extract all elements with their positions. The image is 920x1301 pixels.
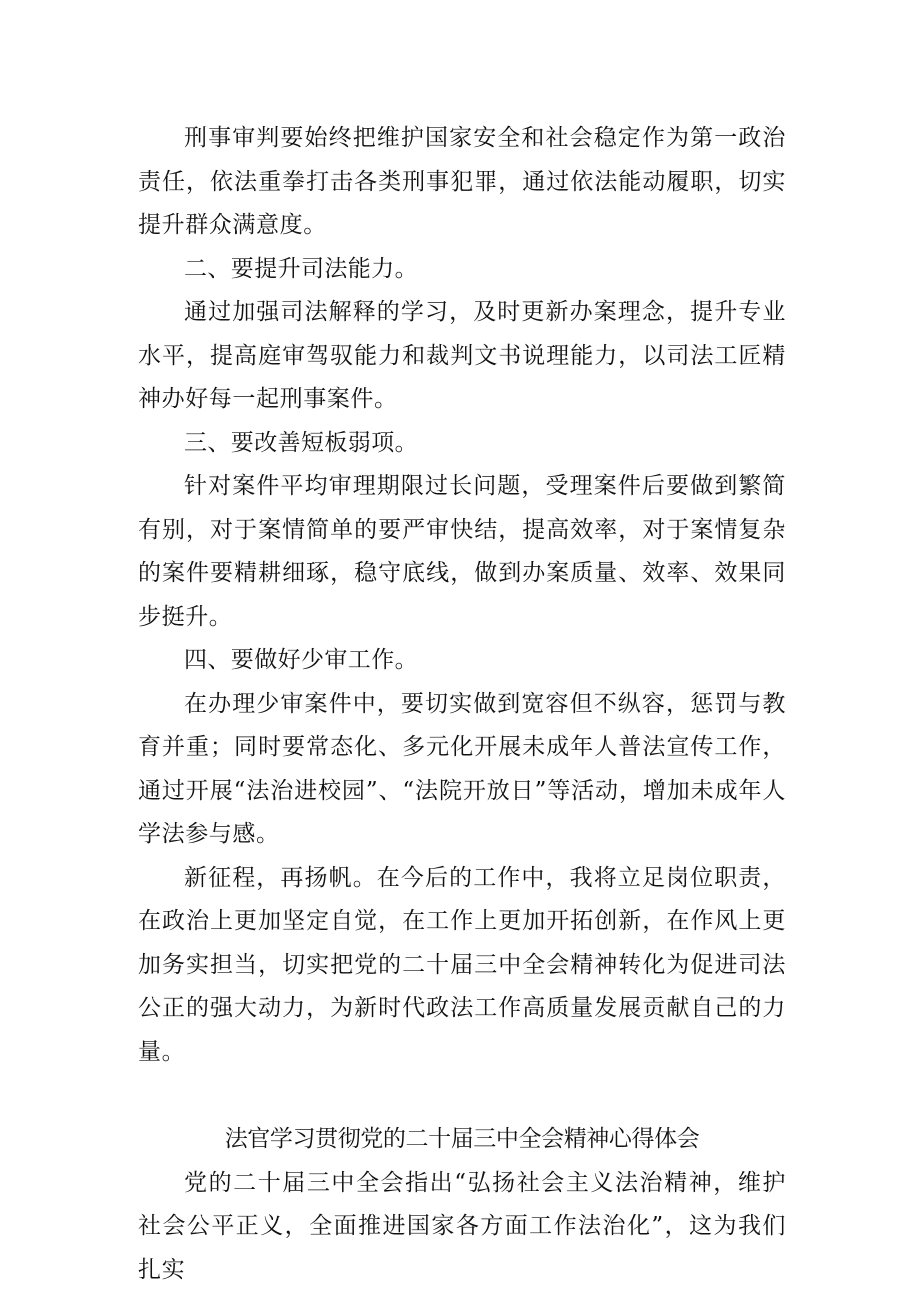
heading-weak-points: 三、要改善短板弱项。 xyxy=(184,429,418,456)
paragraph-criminal-trial: 刑事审判要始终把维护国家安全和社会稳定作为第一政治责任，依法重拳打击各类刑事犯罪，通过依法能动履职，切实提升群众满意度。 xyxy=(138,125,786,238)
paragraph-weak-points: 针对案件平均审理期限过长问题，受理案件后要做到繁简有别，对于案情简单的要严审快结，提高效率，对于案情复杂的案件要精耕细琢，稳守底线，做到办案质量、效率、效果同步挺升。 xyxy=(138,473,786,630)
heading-juvenile-trial: 四、要做好少审工作。 xyxy=(184,647,418,673)
paragraph-judicial-ability: 通过加强司法解释的学习，及时更新办案理念，提升专业水平，提高庭审驾驭能力和裁判文书说理能力，以司法工匠精神办好每一起刑事案件。 xyxy=(138,299,786,412)
article-title: 法官学习贯彻党的二十届三中全会精神心得体会 xyxy=(224,1126,700,1152)
paragraph-article-intro: 党的二十届三中全会指出“弘扬社会主义法治精神，维护社会公平正义，全面推进国家各方面工作法治化”，这为我们扎实 xyxy=(138,1169,786,1283)
paragraph-juvenile-trial: 在办理少审案件中，要切实做到宽容但不纵容，惩罚与教育并重；同时要常态化、多元化开展未成年人普法宣传工作，通过开展“法治进校园”、“法院开放日”等活动，增加未成年人学法参与感。 xyxy=(138,690,786,847)
heading-judicial-ability: 二、要提升司法能力。 xyxy=(184,255,418,282)
section-spacer xyxy=(138,1074,786,1118)
paragraph-new-journey: 新征程，再扬帆。在今后的工作中，我将立足岗位职责，在政治上更加坚定自觉，在工作上更加开拓创新，在作风上更加务实担当，切实把党的二十届三中全会精神转化为促进司法公正的强大动力，为新时代政法工作高质量发展贡献自己的力量。 xyxy=(138,864,786,1065)
document-body xyxy=(138,117,786,1292)
